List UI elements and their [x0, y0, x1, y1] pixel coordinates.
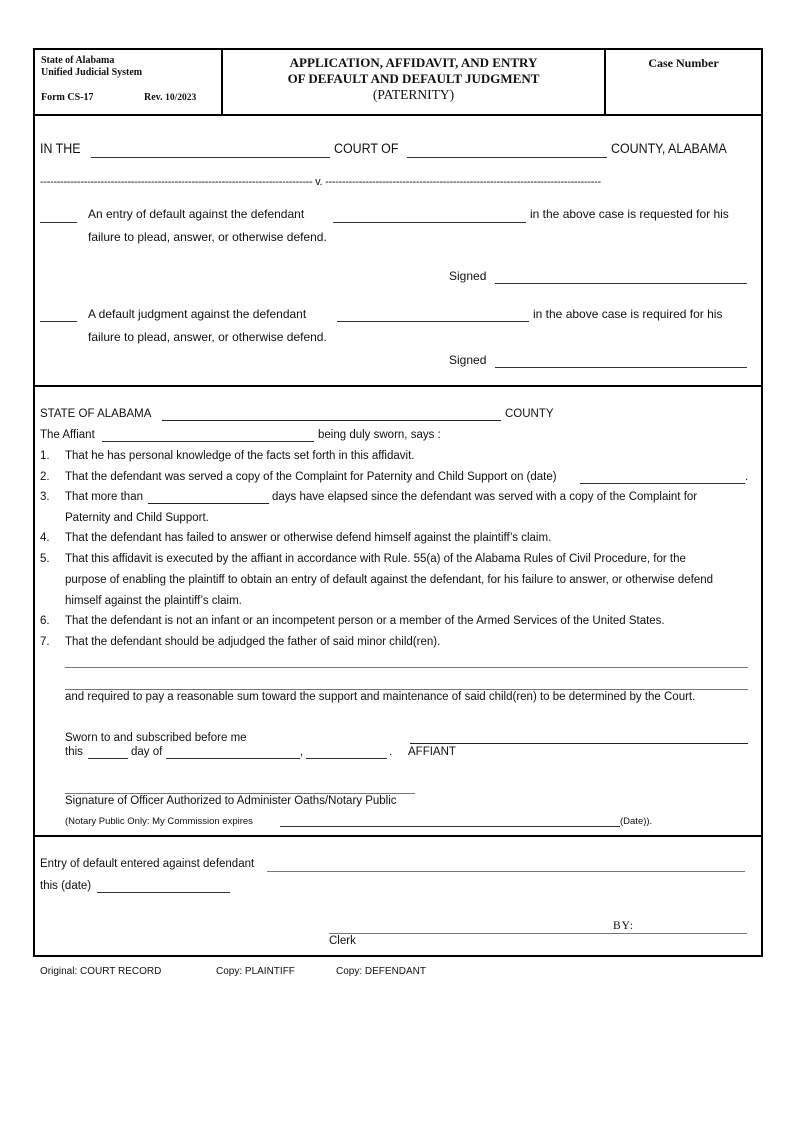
affidavit-county-label: COUNTY [505, 408, 554, 420]
section-divider-1 [33, 385, 763, 387]
court-of-label: COURT OF [334, 141, 399, 156]
affiant-label: The Affiant [40, 429, 95, 441]
affidavit-item-2-number: 2. [40, 471, 50, 483]
affidavit-item-3-text-line2: Paternity and Child Support. [65, 512, 209, 524]
affidavit-item-7-closing: and required to pay a reasonable sum toward the support and maintenance of said child(ren) to be determined by the Court. [65, 691, 696, 703]
request-1-defendant-field[interactable] [333, 222, 526, 223]
sworn-period: . [389, 746, 393, 758]
versus-separator: --------------------------------------------------------------------------------- v. ---------------------------------------------------------------------------------- [40, 176, 601, 188]
affiant-signature-field[interactable] [410, 743, 748, 744]
request-1-signed-label: Signed [449, 269, 487, 283]
sworn-day-of-label: day of [131, 746, 163, 758]
children-names-field-1[interactable] [65, 667, 748, 668]
children-names-field-2[interactable] [65, 689, 748, 690]
form-border-left [33, 48, 35, 957]
sworn-this-label: this [65, 746, 83, 758]
affidavit-item-5-text-line2: purpose of enabling the plaintiff to obtain an entry of default against the defendant, for his failure to answer, or otherwise defend [65, 574, 714, 586]
form-title-line1: APPLICATION, AFFIDAVIT, AND ENTRY [289, 55, 538, 70]
distribution-copy-defendant: Copy: DEFENDANT [336, 966, 427, 977]
request-2-text-after: in the above case is required for his [533, 307, 723, 321]
affidavit-item-5-text-line3: himself against the plaintiff’s claim. [65, 595, 242, 607]
by-label: BY: [613, 920, 635, 932]
request-2-text-before: A default judgment against the defendant [88, 307, 307, 321]
service-date-field[interactable] [580, 483, 745, 484]
county-name-field[interactable] [407, 157, 607, 158]
affidavit-item-1-number: 1. [40, 450, 50, 462]
item-2-period: . [745, 471, 749, 483]
commission-date-label: (Date)). [620, 816, 653, 827]
request-2-checkbox-line[interactable] [40, 321, 77, 322]
affidavit-item-7-text: That the defendant should be adjudged the father of said minor child(ren). [65, 636, 441, 648]
request-1-text-before: An entry of default against the defendant [88, 207, 305, 221]
header-divider [33, 114, 763, 116]
revision-label: Rev. [144, 92, 163, 103]
distribution-original: Original: COURT RECORD [40, 966, 162, 977]
request-1-text-after: in the above case is requested for his [530, 207, 729, 221]
request-1-checkbox-line[interactable] [40, 222, 77, 223]
request-2-signature-field[interactable] [495, 367, 747, 368]
entry-date-label: this (date) [40, 880, 92, 892]
entry-defendant-field[interactable] [267, 871, 745, 872]
request-1-text-line2: failure to plead, answer, or otherwise defend. [88, 230, 327, 244]
affidavit-item-3-number: 3. [40, 491, 50, 503]
state-of-alabama-label: STATE OF ALABAMA [40, 408, 152, 420]
affidavit-item-1-text: That he has personal knowledge of the facts set forth in this affidavit. [65, 450, 415, 462]
commission-expires-label: (Notary Public Only: My Commission expires [65, 816, 253, 827]
form-border-right [761, 48, 763, 957]
county-alabama-label: COUNTY, ALABAMA [611, 141, 727, 156]
affiant-signature-label: AFFIANT [408, 746, 456, 758]
case-number-field[interactable] [612, 74, 754, 110]
case-number-label: Case Number [648, 56, 719, 70]
sworn-year-field[interactable] [306, 758, 387, 759]
days-elapsed-field[interactable] [148, 503, 269, 504]
entry-date-field[interactable] [97, 892, 230, 893]
sworn-month-field[interactable] [166, 758, 300, 759]
sworn-subscribed-text: Sworn to and subscribed before me [65, 732, 247, 744]
revision [144, 92, 196, 103]
court-name-field[interactable] [91, 157, 330, 158]
sworn-day-field[interactable] [88, 758, 128, 759]
affidavit-item-6-text: That the defendant is not an infant or an incompetent person or a member of the Armed Services of the United States. [65, 615, 665, 627]
revision-date: 10/2023 [165, 93, 197, 103]
entry-entered-label: Entry of default entered against defendant [40, 858, 255, 870]
affidavit-item-3-text-after: days have elapsed since the defendant was served with a copy of the Complaint for [272, 491, 698, 503]
sworn-says-text: being duly sworn, says : [318, 429, 441, 441]
form-title-line3: (PATERNITY) [372, 87, 455, 102]
request-1-signature-field[interactable] [495, 283, 747, 284]
agency-name-line1: State of Alabama [41, 55, 115, 66]
affidavit-county-field[interactable] [162, 420, 501, 421]
affidavit-item-2-text: That the defendant was served a copy of the Complaint for Paternity and Child Support on (date) [65, 471, 557, 483]
sworn-comma: , [300, 746, 304, 758]
affidavit-item-3-text-before: That more than [65, 491, 143, 503]
clerk-label: Clerk [329, 935, 356, 947]
form-title-line2: OF DEFAULT AND DEFAULT JUDGMENT [287, 71, 540, 86]
affidavit-item-5-text-line1: That this affidavit is executed by the affiant in accordance with Rule. 55(a) of the Alabama Rules of Civil Procedure, for the [65, 553, 686, 565]
request-2-defendant-field[interactable] [337, 321, 529, 322]
form-number: Form CS-17 [41, 92, 94, 103]
form-border-top [33, 48, 763, 50]
section-divider-2 [33, 835, 763, 837]
commission-expires-field[interactable] [280, 826, 620, 827]
affidavit-item-4-number: 4. [40, 532, 50, 544]
affidavit-item-5-number: 5. [40, 553, 50, 565]
request-2-signed-label: Signed [449, 353, 487, 367]
request-2-text-line2: failure to plead, answer, or otherwise defend. [88, 330, 327, 344]
in-the-label: IN THE [40, 141, 81, 156]
affidavit-item-4-text: That the defendant has failed to answer or otherwise defend himself against the plaintiff’s claim. [65, 532, 552, 544]
distribution-copy-plaintiff: Copy: PLAINTIFF [216, 966, 295, 977]
notary-signature-field[interactable] [65, 793, 415, 794]
form-title [223, 55, 604, 103]
affidavit-item-6-number: 6. [40, 615, 50, 627]
form-border-bottom [33, 955, 763, 957]
agency-name-line2: Unified Judicial System [41, 67, 143, 78]
clerk-signature-field[interactable] [329, 933, 747, 934]
affiant-name-field[interactable] [102, 441, 314, 442]
notary-signature-label: Signature of Officer Authorized to Administer Oaths/Notary Public [65, 795, 397, 807]
affidavit-item-7-number: 7. [40, 636, 50, 648]
